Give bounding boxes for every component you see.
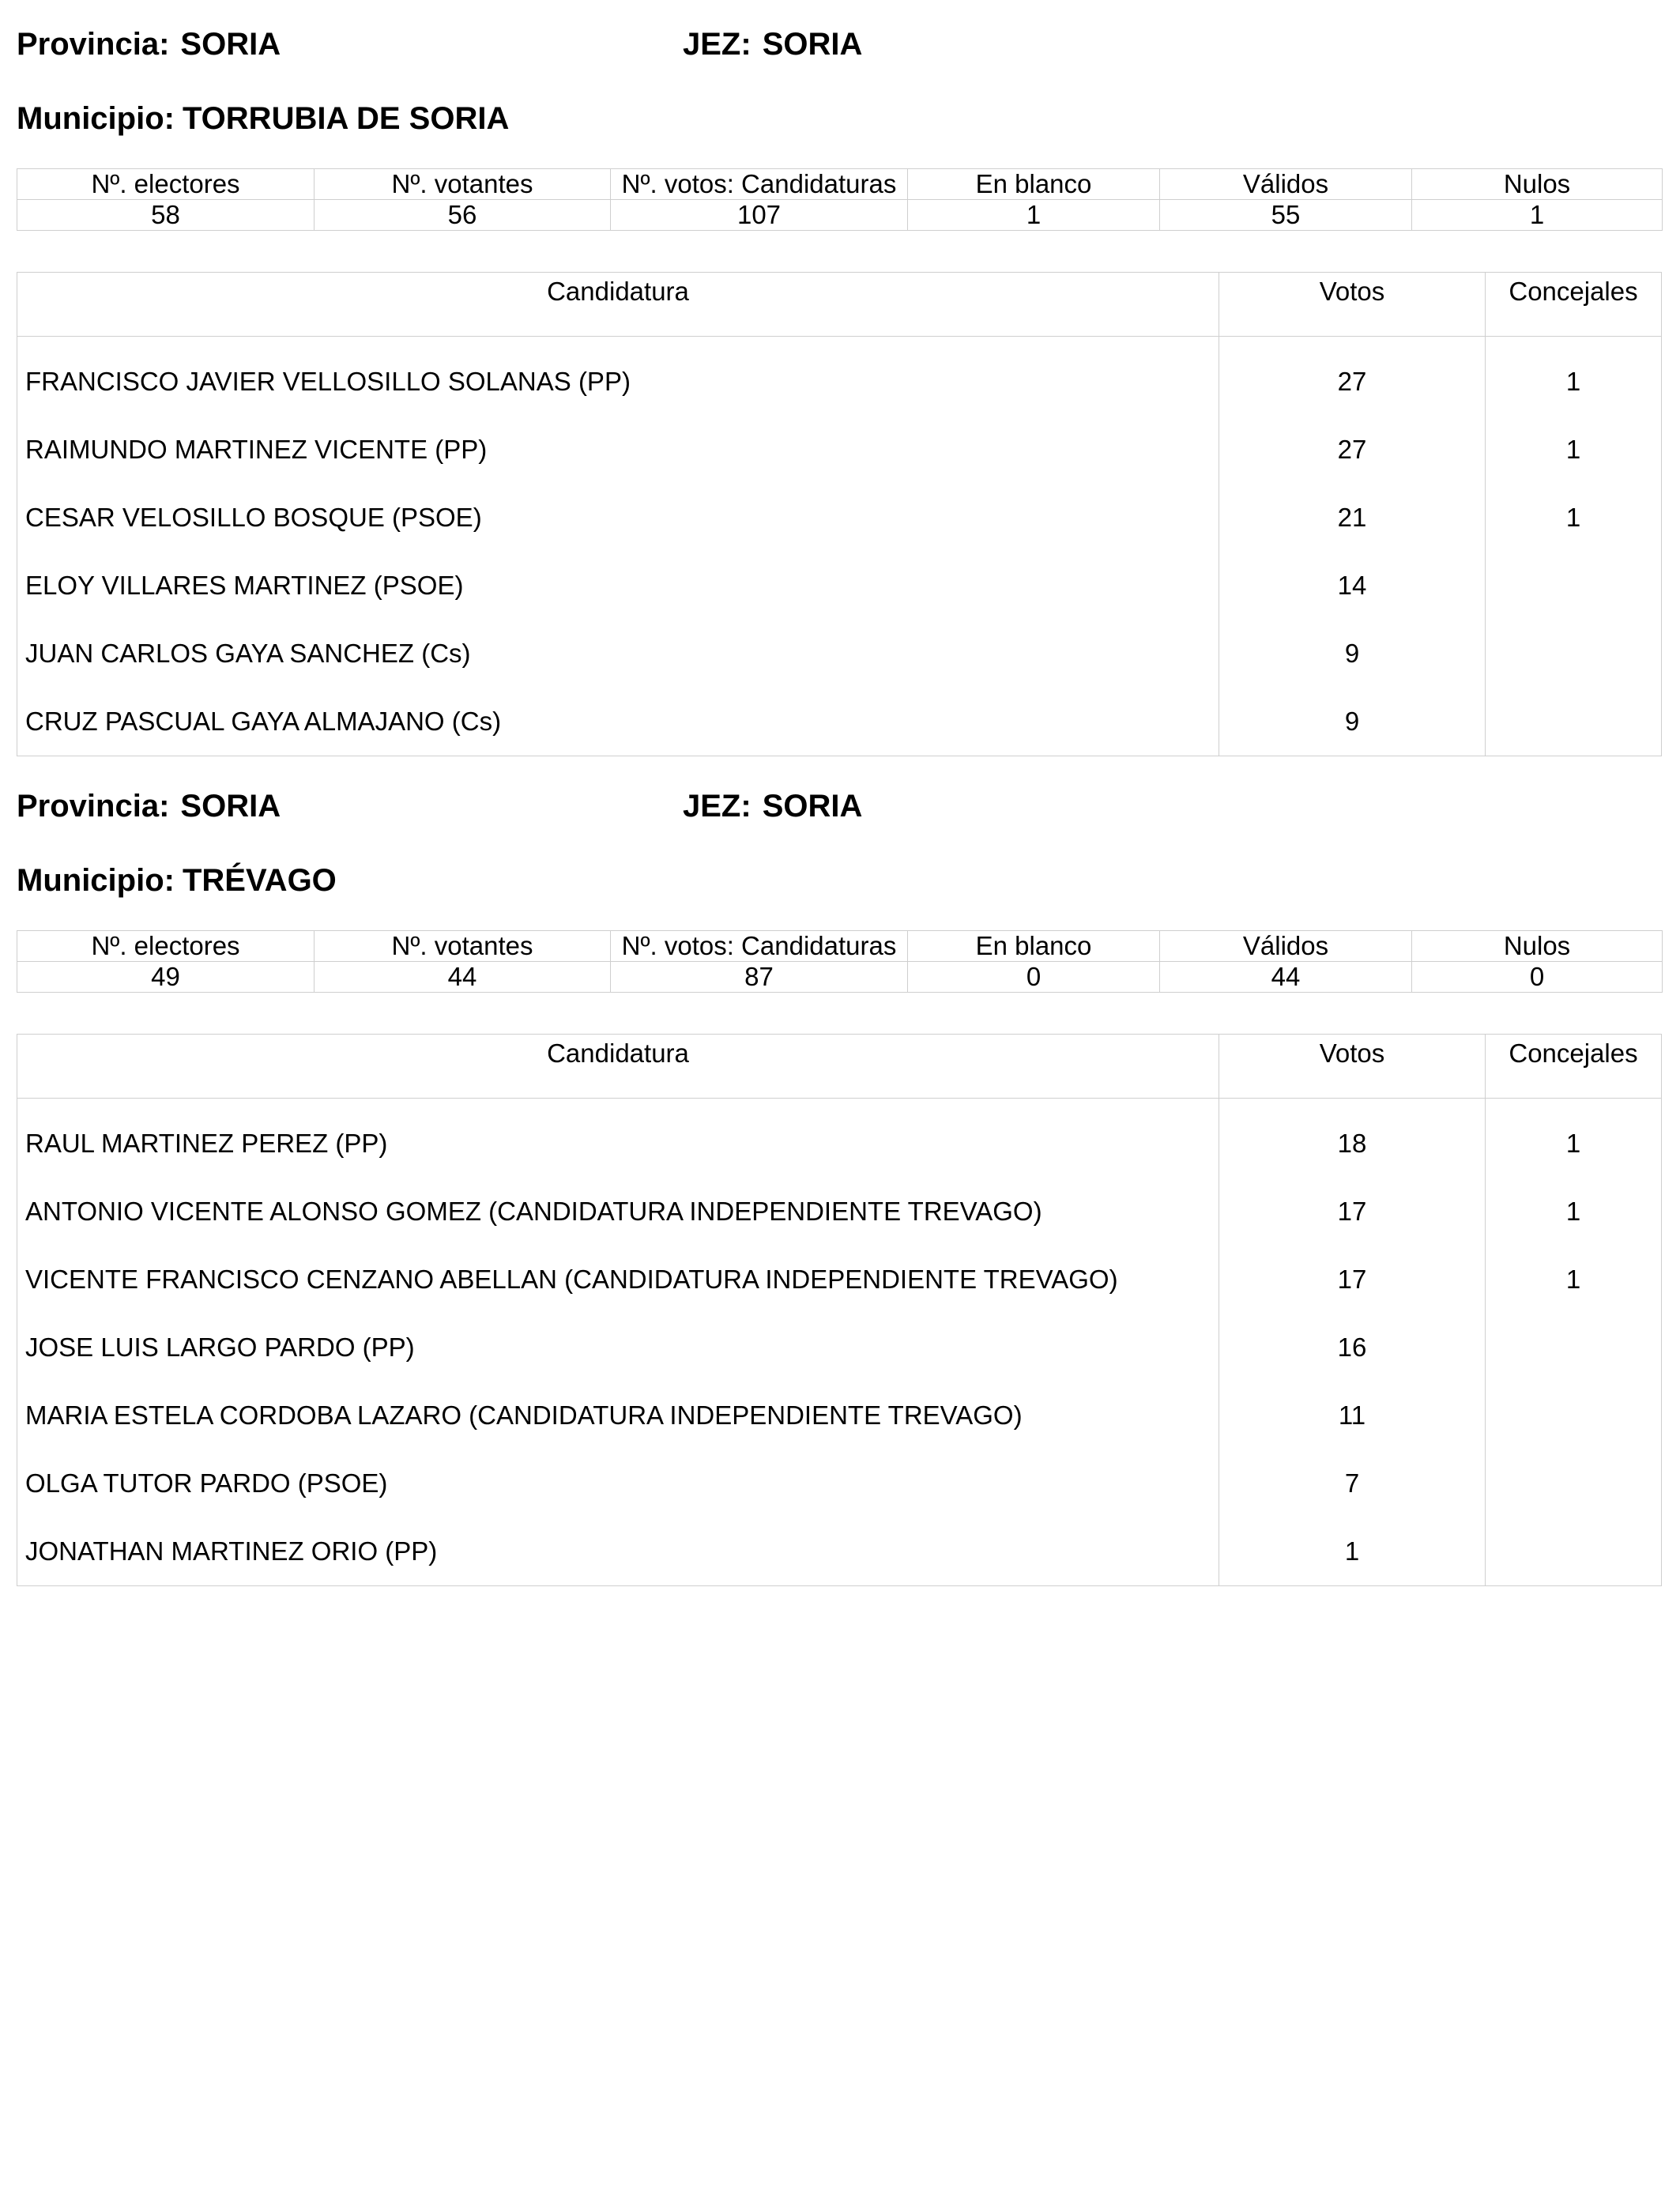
candidate-name: JUAN CARLOS GAYA SANCHEZ (Cs) [25, 639, 471, 668]
candidate-votes: 21 [1337, 503, 1367, 532]
candidate-concejales: 1 [1565, 503, 1581, 532]
candidate-votes: 27 [1337, 435, 1367, 464]
candidate-concejales: 1 [1565, 367, 1581, 396]
candidate-votes: 1 [1344, 1536, 1360, 1566]
jez-heading [683, 787, 862, 825]
summary-header-cell: Nulos [1412, 931, 1663, 962]
candidate-concejales: 1 [1565, 435, 1581, 464]
candidate-name: CRUZ PASCUAL GAYA ALMAJANO (Cs) [25, 707, 502, 736]
candidate-votes-column [1219, 337, 1485, 756]
provincia-label: Provincia: [17, 27, 170, 62]
summary-header-cell: En blanco [908, 931, 1160, 962]
summary-value-cell: 1 [908, 200, 1160, 231]
candidate-name: OLGA TUTOR PARDO (PSOE) [25, 1468, 388, 1498]
summary-table [17, 168, 1663, 231]
jez-value: SORIA [762, 27, 863, 62]
summary-value-cell: 0 [1412, 962, 1663, 993]
summary-header-cell: Válidos [1160, 169, 1412, 200]
summary-value-cell: 87 [611, 962, 908, 993]
candidate-concejales: 1 [1565, 1265, 1581, 1294]
summary-header-cell: Nº. votos: Candidaturas [611, 169, 908, 200]
candidate-concejales [1486, 1314, 1661, 1382]
candidate-name: RAIMUNDO MARTINEZ VICENTE (PP) [25, 435, 488, 464]
summary-header-cell: Nº. votantes [315, 169, 611, 200]
summary-header-cell: En blanco [908, 169, 1160, 200]
candidate-votes: 27 [1337, 367, 1367, 396]
candidate-votes: 16 [1337, 1333, 1367, 1362]
candidate-votes: 11 [1338, 1400, 1366, 1430]
summary-header-cell: Nº. electores [17, 169, 315, 200]
summary-header-cell: Nº. votantes [315, 931, 611, 962]
summary-table [17, 930, 1663, 993]
candidate-name-column [17, 337, 1219, 756]
candidates-body [17, 1099, 1661, 1585]
provincia-value: SORIA [180, 27, 281, 62]
candidate-votes: 17 [1337, 1197, 1367, 1226]
provincia-heading [17, 787, 281, 825]
candidate-name: ELOY VILLARES MARTINEZ (PSOE) [25, 571, 464, 600]
summary-value-cell: 56 [315, 200, 611, 231]
candidate-concejales-column [1485, 337, 1661, 756]
candidate-name: JOSE LUIS LARGO PARDO (PP) [25, 1333, 415, 1362]
candidatura-header: Candidatura [547, 277, 689, 306]
jez-label: JEZ: [683, 27, 751, 62]
municipio-heading [17, 100, 509, 138]
jez-label: JEZ: [683, 789, 751, 824]
candidate-name: RAUL MARTINEZ PEREZ (PP) [25, 1129, 388, 1158]
candidates-header-row [17, 1035, 1661, 1099]
candidate-concejales [1486, 1382, 1661, 1449]
candidates-header-row [17, 273, 1661, 337]
candidatura-header: Candidatura [547, 1039, 689, 1068]
votos-header: Votos [1219, 273, 1485, 336]
summary-header-cell: Válidos [1160, 931, 1412, 962]
municipio-label: Municipio: [17, 101, 175, 136]
summary-header-cell: Nº. votos: Candidaturas [611, 931, 908, 962]
candidate-concejales [1486, 620, 1661, 688]
provincia-heading [17, 25, 281, 63]
candidates-table [17, 272, 1662, 756]
summary-value-row [17, 962, 1663, 993]
municipio-heading [17, 861, 337, 899]
candidate-concejales [1486, 1449, 1661, 1517]
candidate-concejales: 1 [1565, 1197, 1581, 1226]
summary-value-cell: 44 [315, 962, 611, 993]
municipio-value: TORRUBIA DE SORIA [182, 101, 510, 136]
summary-value-cell: 107 [611, 200, 908, 231]
votos-header: Votos [1219, 1035, 1485, 1098]
summary-value-cell: 58 [17, 200, 315, 231]
candidate-concejales [1486, 1517, 1661, 1585]
municipio-value: TRÉVAGO [182, 863, 337, 898]
candidate-votes-column [1219, 1099, 1485, 1585]
candidates-body [17, 337, 1661, 756]
summary-value-cell: 49 [17, 962, 315, 993]
candidate-concejales: 1 [1565, 1129, 1581, 1158]
summary-value-cell: 44 [1160, 962, 1412, 993]
summary-value-cell: 0 [908, 962, 1160, 993]
summary-header-cell: Nº. electores [17, 931, 315, 962]
jez-heading [683, 25, 862, 63]
candidate-name: MARIA ESTELA CORDOBA LAZARO (CANDIDATURA INDEPENDIENTE TREVAGO) [25, 1400, 1023, 1430]
municipio-label: Municipio: [17, 863, 175, 898]
concejales-header: Concejales [1485, 1035, 1661, 1098]
summary-value-row [17, 200, 1663, 231]
summary-header-row [17, 169, 1663, 200]
summary-header-row [17, 931, 1663, 962]
candidate-concejales-column [1485, 1099, 1661, 1585]
candidate-votes: 17 [1337, 1265, 1367, 1294]
candidate-votes: 9 [1344, 639, 1360, 668]
candidate-name: VICENTE FRANCISCO CENZANO ABELLAN (CANDIDATURA INDEPENDIENTE TREVAGO) [25, 1265, 1118, 1294]
provincia-label: Provincia: [17, 789, 170, 824]
candidate-votes: 9 [1344, 707, 1360, 736]
concejales-header: Concejales [1485, 273, 1661, 336]
candidate-name-column [17, 1099, 1219, 1585]
candidates-table [17, 1034, 1662, 1586]
candidate-votes: 18 [1337, 1129, 1367, 1158]
candidate-votes: 7 [1344, 1468, 1360, 1498]
candidate-concejales [1486, 552, 1661, 620]
candidate-name: ANTONIO VICENTE ALONSO GOMEZ (CANDIDATURA INDEPENDIENTE TREVAGO) [25, 1197, 1042, 1226]
summary-value-cell: 1 [1412, 200, 1663, 231]
candidate-concejales [1486, 688, 1661, 756]
jez-value: SORIA [762, 789, 863, 824]
summary-value-cell: 55 [1160, 200, 1412, 231]
candidate-name: FRANCISCO JAVIER VELLOSILLO SOLANAS (PP) [25, 367, 631, 396]
candidate-votes: 14 [1337, 571, 1367, 600]
candidate-name: JONATHAN MARTINEZ ORIO (PP) [25, 1536, 438, 1566]
provincia-value: SORIA [180, 789, 281, 824]
candidate-name: CESAR VELOSILLO BOSQUE (PSOE) [25, 503, 482, 532]
summary-header-cell: Nulos [1412, 169, 1663, 200]
